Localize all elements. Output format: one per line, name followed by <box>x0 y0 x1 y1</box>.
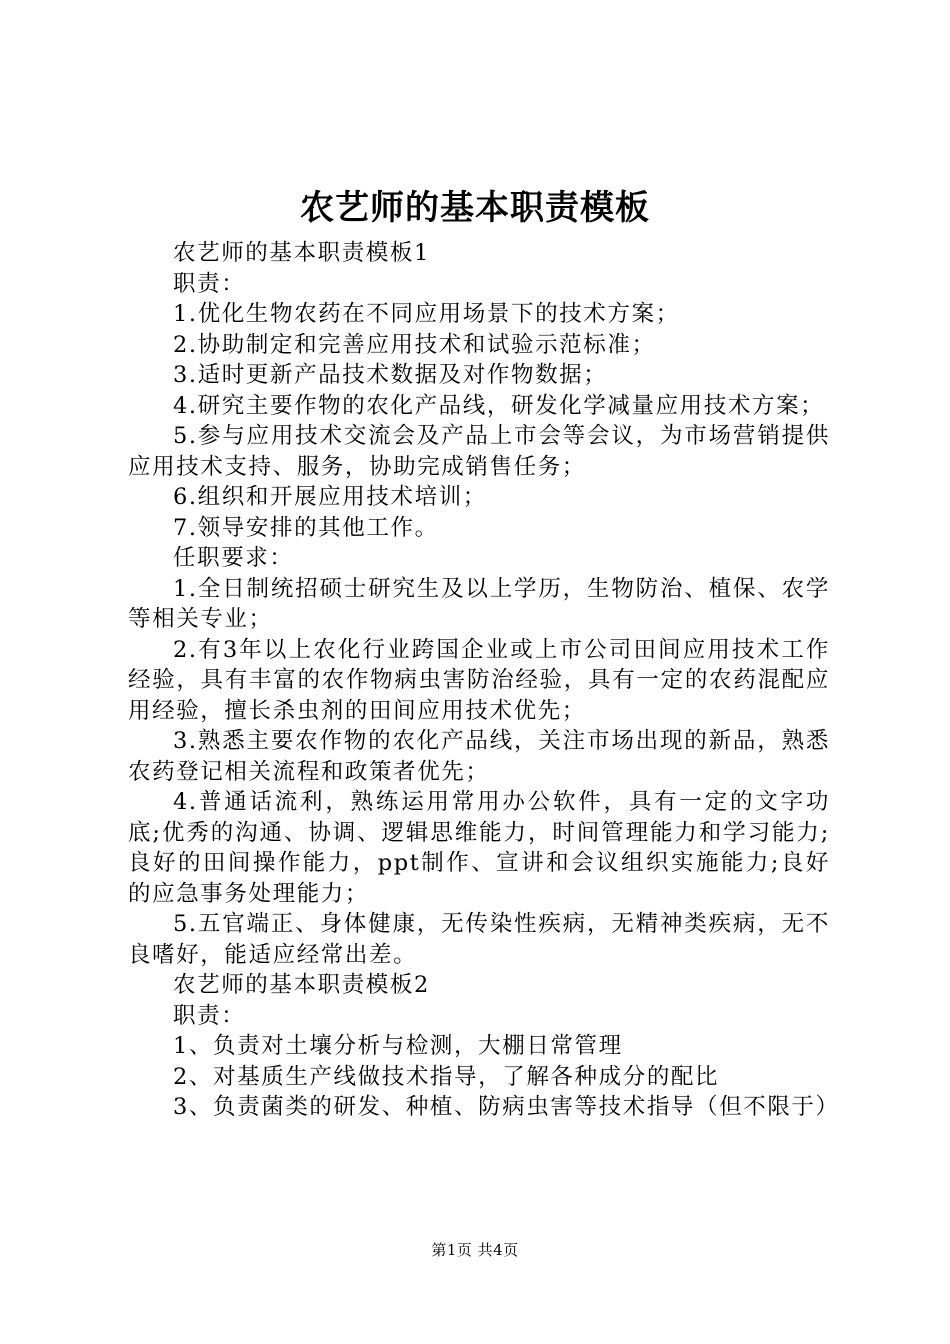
requirement-item: 5.五官端正、身体健康，无传染性疾病，无精神类疾病，无不良嗜好，能适应经常出差。 <box>128 911 830 968</box>
duty-item: 1.优化生物农药在不同应用场景下的技术方案； <box>173 301 680 327</box>
duty-item: 2.协助制定和完善应用技术和试验示范标准； <box>173 331 656 358</box>
duties-label: 职责： <box>173 270 246 297</box>
duties-label: 职责： <box>173 1002 246 1029</box>
section-heading-2: 农艺师的基本职责模板2 <box>173 972 430 998</box>
requirement-item: 1.全日制统招硕士研究生及以上学历，生物防治、植保、农学等相关专业； <box>128 575 830 632</box>
requirement-item: 2.有3年以上农化行业跨国企业或上市公司田间应用技术工作经验，具有丰富的农作物病虫害防治经验，具有一定的农药混配应用经验，擅长杀虫剂的田间应用技术优先； <box>128 636 830 724</box>
duty-item: 4.研究主要作物的农化产品线，研发化学减量应用技术方案； <box>173 392 825 419</box>
duty-item: 5.参与应用技术交流会及产品上市会等会议，为市场营销提供应用技术支持、服务，协助完成销售任务； <box>128 423 830 480</box>
duty-item: 2、对基质生产线做技术指导，了解各种成分的配比 <box>173 1063 720 1090</box>
duty-item: 7.领导安排的其他工作。 <box>173 514 439 541</box>
section-heading-1: 农艺师的基本职责模板1 <box>173 240 430 266</box>
duty-item: 6.组织和开展应用技术培训； <box>173 484 487 510</box>
duty-item: 3.适时更新产品技术数据及对作物数据； <box>173 362 608 388</box>
requirements-label: 任职要求： <box>173 545 294 571</box>
page-footer: 第1页 共4页 <box>431 1241 519 1259</box>
requirement-item: 3.熟悉主要农作物的农化产品线，关注市场出现的新品，熟悉农药登记相关流程和政策者优先； <box>128 728 830 785</box>
duty-item: 3、负责菌类的研发、种植、防病虫害等技术指导（但不限于） <box>173 1094 840 1120</box>
document-body <box>128 238 840 1123</box>
requirement-item: 4.普通话流利，熟练运用常用办公软件，具有一定的文字功底;优秀的沟通、协调、逻辑思维能力，时间管理能力和学习能力;良好的田间操作能力，ppt制作、宣讲和会议组织实施能力;良好的应急事务处理能力； <box>128 789 830 907</box>
page-title: 农艺师的基本职责模板 <box>300 188 650 228</box>
duty-item: 1、负责对土壤分析与检测，大棚日常管理 <box>173 1033 623 1059</box>
